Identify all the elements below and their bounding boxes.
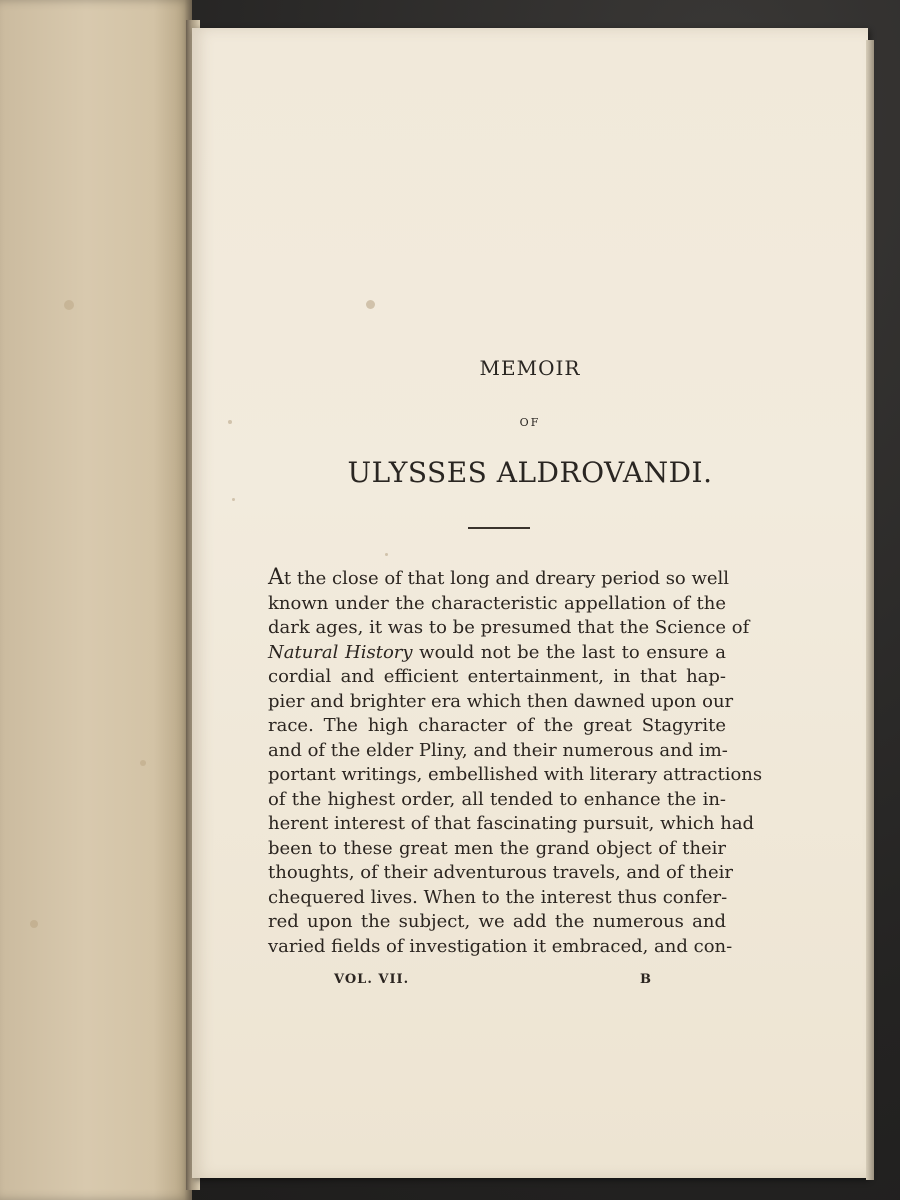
body-line: portant writings, embellished with literary attractions — [268, 764, 763, 785]
body-line: and of the elder Pliny, and their numerous and im- — [268, 739, 728, 761]
body-line: pier and brighter era which then dawned upon our — [268, 690, 734, 712]
of-connector: OF — [519, 416, 541, 429]
body-line: known under the characteristic appellation of the — [268, 592, 726, 614]
body-line: red upon the subject, we add the numerous and — [268, 911, 726, 932]
gathering-signature: B — [640, 972, 652, 987]
paper-speck — [385, 553, 388, 556]
body-line: chequered lives. When to the interest thus confer- — [268, 886, 728, 908]
foxing-spot — [140, 760, 146, 766]
body-line: been to these great men the grand object of their — [268, 837, 726, 859]
body-paragraph — [268, 565, 763, 959]
left-facing-page — [0, 0, 192, 1200]
memoir-heading: MEMOIR — [479, 356, 581, 380]
body-line: herent interest of that fascinating pursuit, which had — [268, 813, 755, 834]
body-line: dark ages, it was to be presumed that the Science of — [268, 617, 750, 638]
paper-speck — [366, 300, 375, 309]
body-line: race. The high character of the great Stagyrite — [268, 715, 726, 736]
paper-speck — [232, 498, 235, 501]
body-line: At the close of that long and dreary period so well — [268, 565, 730, 590]
body-line-rest: would not be the last to ensure a — [412, 641, 726, 663]
body-line: cordial and efficient entertainment, in that hap- — [268, 666, 726, 687]
italic-term: Natural History — [268, 641, 413, 663]
body-line-with-italic — [268, 641, 726, 666]
body-line: varied fields of investigation it embraced, and con- — [268, 935, 733, 957]
volume-signature: VOL. VII. — [334, 972, 410, 987]
foxing-spot — [30, 920, 38, 928]
foxing-spot — [64, 300, 74, 310]
body-line: of the highest order, all tended to enhance the in- — [268, 788, 726, 810]
body-line: thoughts, of their adventurous travels, and of their — [268, 862, 734, 883]
title-rule — [468, 527, 530, 529]
page-edge — [866, 40, 874, 1180]
subject-name-heading: ULYSSES ALDROVANDI. — [347, 456, 713, 489]
